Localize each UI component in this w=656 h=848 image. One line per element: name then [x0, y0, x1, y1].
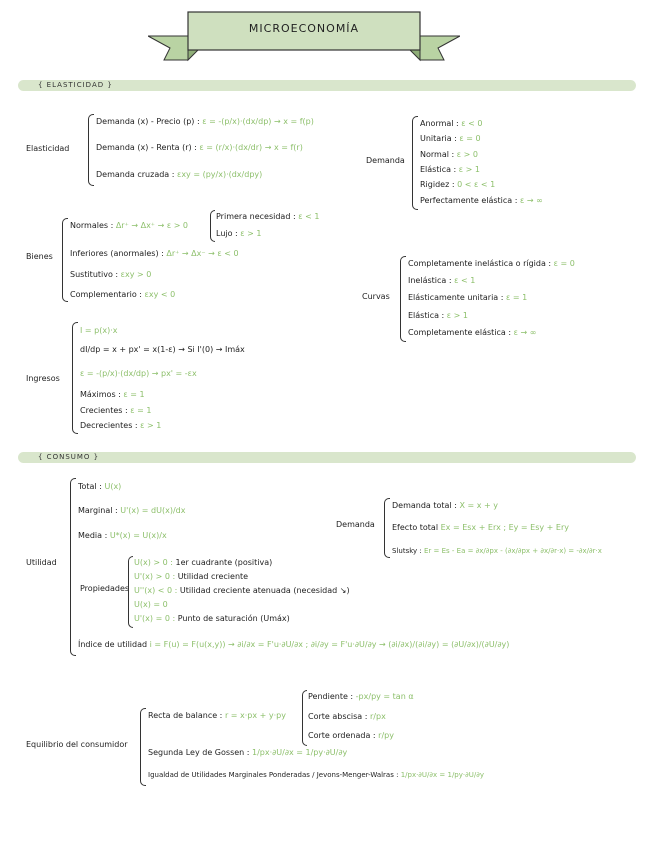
ingresos-row: I = p(x)·x: [80, 326, 118, 335]
demanda-row: Rigidez : 0 < ε < 1: [420, 180, 496, 189]
bienes-row: Normales : Δr⁺ → Δx⁺ → ε > 0: [70, 221, 189, 230]
utilidad-row: Marginal : U'(x) = dU(x)/dx: [78, 506, 186, 515]
ingresos-row: dI/dp = x + px' = x(1-ε) → Si I'(0) → Imáx: [80, 345, 245, 354]
elasticidad-row: Demanda cruzada : εxy = (py/x)·(dx/dpy): [96, 170, 263, 179]
equilibrio-row: Igualdad de Utilidades Marginales Ponderadas / Jevons-Menger-Walras : 1/px·∂U/∂x = 1/py·∂U/∂y: [148, 771, 484, 779]
section-title: { CONSUMO }: [38, 453, 100, 461]
demanda-row: Elástica : ε > 1: [420, 165, 480, 174]
demanda-consumo-row: Demanda total : X = x + y: [392, 501, 498, 510]
propiedad-row: U(x) = 0: [134, 600, 168, 609]
bienes-row: Inferiores (anormales) : Δr⁺ → Δx⁻ → ε < 0: [70, 249, 239, 258]
curvas-row: Elástica : ε > 1: [408, 311, 468, 320]
demanda-consumo-row: Slutsky : Er = Es - Ea = ∂x/∂px - (∂x/∂px + ∂x/∂r·x) = -∂x/∂r·x: [392, 547, 602, 555]
title-banner: [148, 10, 460, 66]
demanda-row: Perfectamente elástica : ε → ∞: [420, 196, 543, 205]
propiedad-row: U'(x) > 0 : Utilidad creciente: [134, 572, 249, 581]
elasticidad-row: Demanda (x) - Precio (p) : ε = -(p/x)·(dx/dp) → x = f(p): [96, 117, 314, 126]
utilidad-row: Total : U(x): [78, 482, 122, 491]
section-title: { ELASTICIDAD }: [38, 81, 113, 89]
demanda-row: Normal : ε > 0: [420, 150, 478, 159]
demanda-row: Unitaria : ε = 0: [420, 134, 481, 143]
ingresos-row: Decrecientes : ε > 1: [80, 421, 162, 430]
bienes-label: Bienes: [26, 252, 53, 261]
curvas-label: Curvas: [362, 292, 390, 301]
equilibrio-row: Segunda Ley de Gossen : 1/px·∂U/∂x = 1/py·∂U/∂y: [148, 748, 348, 757]
balance-sub-row: Corte ordenada : r/py: [308, 731, 394, 740]
demanda-row: Anormal : ε < 0: [420, 119, 483, 128]
bienes-row: Sustitutivo : εxy > 0: [70, 270, 152, 279]
balance-sub-row: Pendiente : -px/py = tan α: [308, 692, 414, 701]
ingresos-row: Máximos : ε = 1: [80, 390, 145, 399]
demanda-consumo-row: Efecto total Ex = Esx + Erx ; Ey = Esy + Ery: [392, 523, 569, 532]
brace: [72, 322, 78, 434]
equilibrio-label: Equilibrio del consumidor: [26, 740, 128, 749]
indice-row: Índice de utilidad i = F(u) = F(u(x,y)) → ∂i/∂x = F'u·∂U/∂x ; ∂i/∂y = F'u·∂U/∂y → (∂i/∂x)/(∂i/∂y) = (∂U/∂x)/(∂U/∂y): [78, 640, 510, 649]
brace: [412, 116, 418, 210]
ingresos-label: Ingresos: [26, 374, 60, 383]
propiedad-row: U'(x) = 0 : Punto de saturación (Umáx): [134, 614, 290, 623]
elasticidad-label: Elasticidad: [26, 144, 70, 153]
bienes-sub-row: Lujo : ε > 1: [216, 229, 262, 238]
ingresos-row: ε = -(p/x)·(dx/dp) → px' = -εx: [80, 369, 197, 378]
brace: [88, 114, 94, 186]
propiedad-row: U(x) > 0 : 1er cuadrante (positiva): [134, 558, 273, 567]
bienes-sub-row: Primera necesidad : ε < 1: [216, 212, 320, 221]
brace: [62, 218, 68, 302]
curvas-row: Completamente elástica : ε → ∞: [408, 328, 537, 337]
section-elasticidad: [18, 80, 636, 91]
section-consumo: [18, 452, 636, 463]
curvas-row: Inelástica : ε < 1: [408, 276, 476, 285]
page-title: MICROECONOMÍA: [248, 22, 360, 35]
brace: [70, 478, 76, 656]
utilidad-label: Utilidad: [26, 558, 57, 567]
propiedad-row: U''(x) < 0 : Utilidad creciente atenuada (necesidad ↘): [134, 586, 350, 595]
elasticidad-row: Demanda (x) - Renta (r) : ε = (r/x)·(dx/dr) → x = f(r): [96, 143, 303, 152]
brace: [128, 556, 133, 628]
equilibrio-row: Recta de balance : r = x·px + y·py: [148, 711, 286, 720]
curvas-row: Elásticamente unitaria : ε = 1: [408, 293, 528, 302]
curvas-row: Completamente inelástica o rígida : ε = 0: [408, 259, 575, 268]
demanda-consumo-label: Demanda: [336, 520, 375, 529]
brace: [302, 690, 307, 746]
brace: [210, 210, 215, 242]
ingresos-row: Crecientes : ε = 1: [80, 406, 152, 415]
propiedades-label: Propiedades: [80, 584, 130, 593]
bienes-row: Complementario : εxy < 0: [70, 290, 176, 299]
brace: [384, 498, 390, 558]
utilidad-row: Media : U*(x) = U(x)/x: [78, 531, 167, 540]
brace: [140, 708, 146, 786]
brace: [400, 256, 406, 342]
balance-sub-row: Corte abscisa : r/px: [308, 712, 386, 721]
demanda-label: Demanda: [366, 156, 405, 165]
